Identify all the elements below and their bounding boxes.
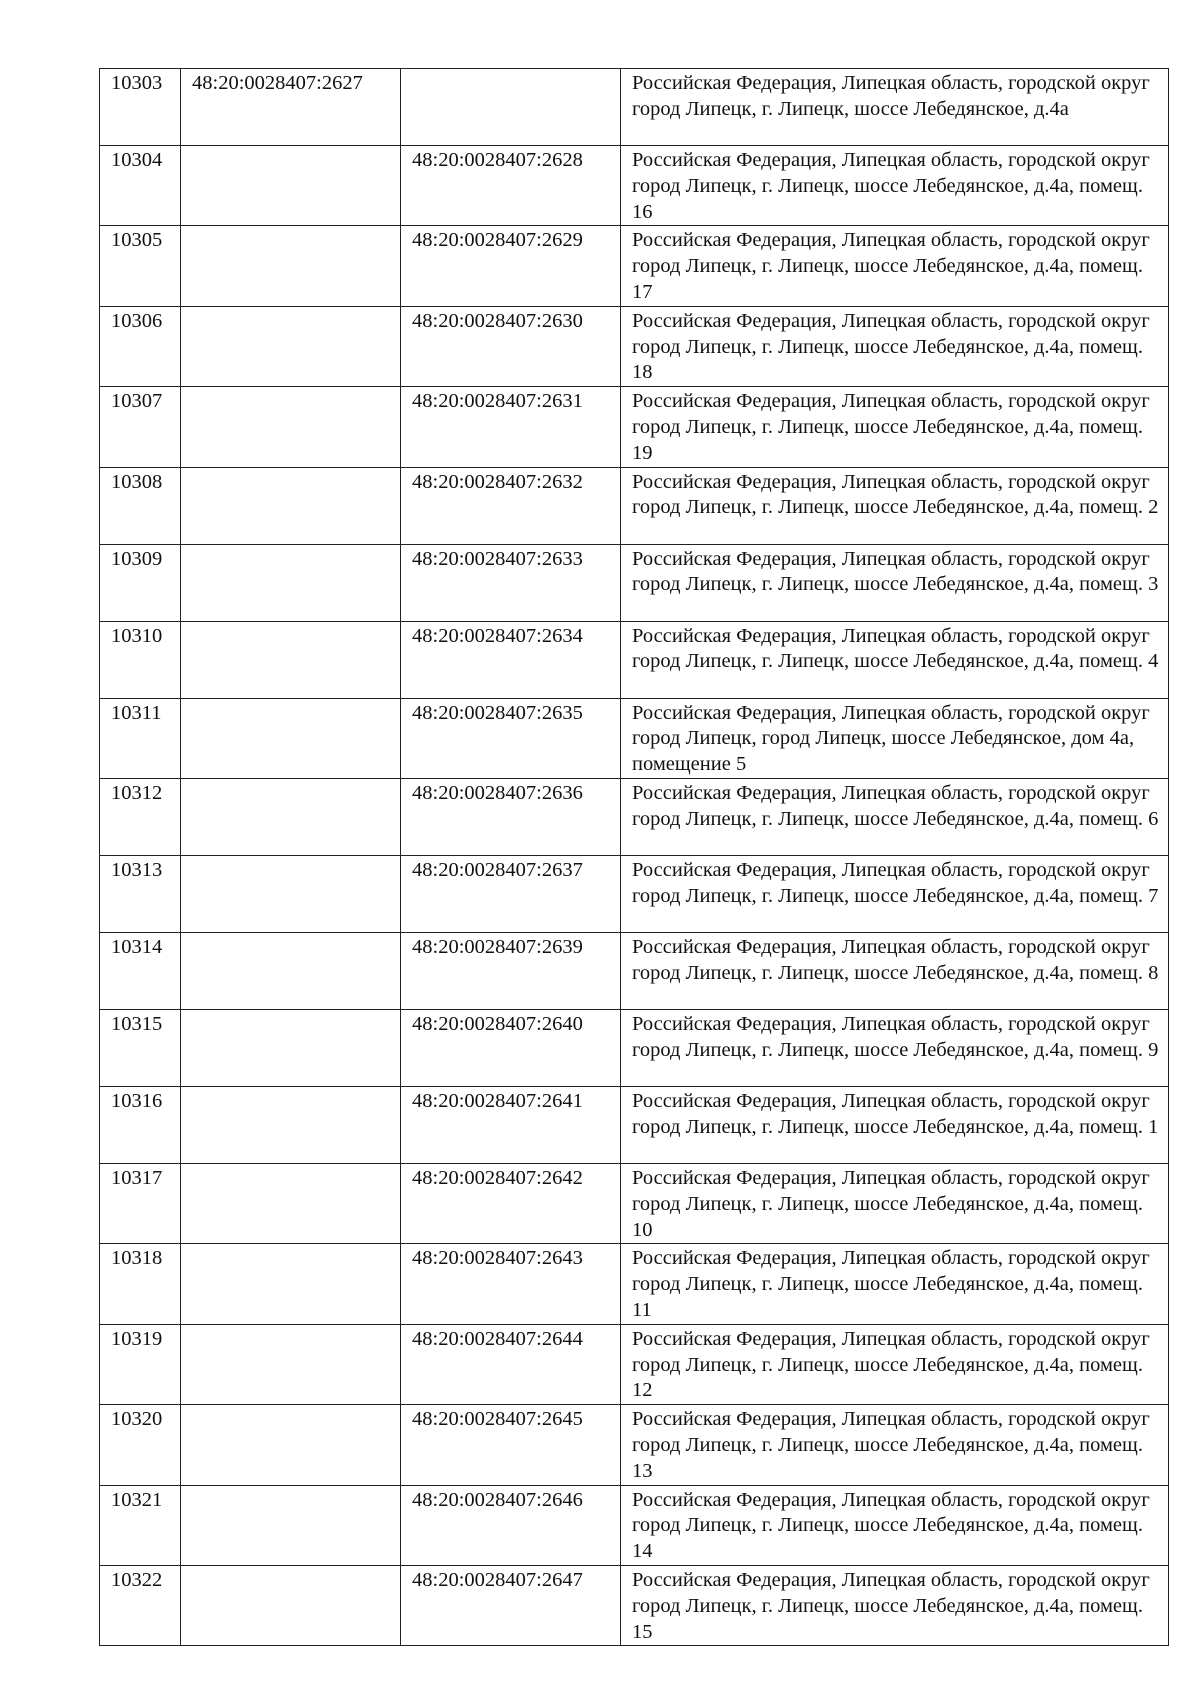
row-number-cell: 10320 <box>100 1405 181 1485</box>
object-cadastral-cell: 48:20:0028407:2645 <box>401 1405 621 1485</box>
address-cell: Российская Федерация, Липецкая область, городской округ город Липецк, город Липецк, шоссе Лебедянское, дом 4а, помещение 5 <box>621 698 1169 778</box>
address-cell: Российская Федерация, Липецкая область, городской округ город Липецк, г. Липецк, шоссе Лебедянское, д.4а, помещ. 11 <box>621 1244 1169 1324</box>
table-row <box>100 855 1169 932</box>
row-number-cell: 10308 <box>100 467 181 544</box>
object-cadastral-cell: 48:20:0028407:2646 <box>401 1485 621 1565</box>
land-cadastral-cell <box>181 387 401 467</box>
land-cadastral-cell <box>181 1324 401 1404</box>
row-number-cell: 10303 <box>100 69 181 146</box>
object-cadastral-cell: 48:20:0028407:2641 <box>401 1086 621 1163</box>
object-cadastral-cell: 48:20:0028407:2643 <box>401 1244 621 1324</box>
document-page <box>99 68 1168 1646</box>
land-cadastral-cell <box>181 306 401 386</box>
address-cell: Российская Федерация, Липецкая область, городской округ город Липецк, г. Липецк, шоссе Лебедянское, д.4а, помещ. 15 <box>621 1565 1169 1645</box>
table-row <box>100 1324 1169 1404</box>
address-cell: Российская Федерация, Липецкая область, городской округ город Липецк, г. Липецк, шоссе Лебедянское, д.4а, помещ. 19 <box>621 387 1169 467</box>
address-cell: Российская Федерация, Липецкая область, городской округ город Липецк, г. Липецк, шоссе Лебедянское, д.4а <box>621 69 1169 146</box>
table-row <box>100 778 1169 855</box>
object-cadastral-cell: 48:20:0028407:2631 <box>401 387 621 467</box>
object-cadastral-cell: 48:20:0028407:2640 <box>401 1009 621 1086</box>
table-row <box>100 306 1169 386</box>
address-cell: Российская Федерация, Липецкая область, городской округ город Липецк, г. Липецк, шоссе Лебедянское, д.4а, помещ. 10 <box>621 1163 1169 1243</box>
land-cadastral-cell <box>181 778 401 855</box>
land-cadastral-cell <box>181 544 401 621</box>
land-cadastral-cell <box>181 932 401 1009</box>
registry-table <box>99 68 1169 1646</box>
row-number-cell: 10311 <box>100 698 181 778</box>
row-number-cell: 10304 <box>100 146 181 226</box>
address-cell: Российская Федерация, Липецкая область, городской округ город Липецк, г. Липецк, шоссе Лебедянское, д.4а, помещ. 13 <box>621 1405 1169 1485</box>
address-cell: Российская Федерация, Липецкая область, городской округ город Липецк, г. Липецк, шоссе Лебедянское, д.4а, помещ. 18 <box>621 306 1169 386</box>
address-cell: Российская Федерация, Липецкая область, городской округ город Липецк, г. Липецк, шоссе Лебедянское, д.4а, помещ. 2 <box>621 467 1169 544</box>
object-cadastral-cell <box>401 69 621 146</box>
row-number-cell: 10313 <box>100 855 181 932</box>
address-cell: Российская Федерация, Липецкая область, городской округ город Липецк, г. Липецк, шоссе Лебедянское, д.4а, помещ. 6 <box>621 778 1169 855</box>
address-cell: Российская Федерация, Липецкая область, городской округ город Липецк, г. Липецк, шоссе Лебедянское, д.4а, помещ. 17 <box>621 226 1169 306</box>
object-cadastral-cell: 48:20:0028407:2639 <box>401 932 621 1009</box>
land-cadastral-cell <box>181 1163 401 1243</box>
row-number-cell: 10321 <box>100 1485 181 1565</box>
table-row <box>100 387 1169 467</box>
row-number-cell: 10314 <box>100 932 181 1009</box>
land-cadastral-cell <box>181 1405 401 1485</box>
land-cadastral-cell <box>181 855 401 932</box>
land-cadastral-cell <box>181 1009 401 1086</box>
object-cadastral-cell: 48:20:0028407:2632 <box>401 467 621 544</box>
address-cell: Российская Федерация, Липецкая область, городской округ город Липецк, г. Липецк, шоссе Лебедянское, д.4а, помещ. 4 <box>621 621 1169 698</box>
table-row <box>100 544 1169 621</box>
table-row <box>100 932 1169 1009</box>
address-cell: Российская Федерация, Липецкая область, городской округ город Липецк, г. Липецк, шоссе Лебедянское, д.4а, помещ. 16 <box>621 146 1169 226</box>
row-number-cell: 10305 <box>100 226 181 306</box>
land-cadastral-cell <box>181 1485 401 1565</box>
table-row <box>100 1163 1169 1243</box>
row-number-cell: 10319 <box>100 1324 181 1404</box>
table-row <box>100 1565 1169 1645</box>
table-row <box>100 1244 1169 1324</box>
object-cadastral-cell: 48:20:0028407:2647 <box>401 1565 621 1645</box>
land-cadastral-cell <box>181 698 401 778</box>
registry-table-body <box>100 69 1169 1646</box>
object-cadastral-cell: 48:20:0028407:2629 <box>401 226 621 306</box>
row-number-cell: 10316 <box>100 1086 181 1163</box>
land-cadastral-cell <box>181 467 401 544</box>
address-cell: Российская Федерация, Липецкая область, городской округ город Липецк, г. Липецк, шоссе Лебедянское, д.4а, помещ. 14 <box>621 1485 1169 1565</box>
land-cadastral-cell <box>181 226 401 306</box>
table-row <box>100 1405 1169 1485</box>
object-cadastral-cell: 48:20:0028407:2642 <box>401 1163 621 1243</box>
row-number-cell: 10322 <box>100 1565 181 1645</box>
object-cadastral-cell: 48:20:0028407:2636 <box>401 778 621 855</box>
table-row <box>100 698 1169 778</box>
land-cadastral-cell <box>181 1565 401 1645</box>
row-number-cell: 10309 <box>100 544 181 621</box>
row-number-cell: 10307 <box>100 387 181 467</box>
table-row <box>100 1086 1169 1163</box>
table-row <box>100 69 1169 146</box>
land-cadastral-cell <box>181 1244 401 1324</box>
object-cadastral-cell: 48:20:0028407:2630 <box>401 306 621 386</box>
land-cadastral-cell: 48:20:0028407:2627 <box>181 69 401 146</box>
row-number-cell: 10306 <box>100 306 181 386</box>
table-row <box>100 467 1169 544</box>
address-cell: Российская Федерация, Липецкая область, городской округ город Липецк, г. Липецк, шоссе Лебедянское, д.4а, помещ. 7 <box>621 855 1169 932</box>
object-cadastral-cell: 48:20:0028407:2633 <box>401 544 621 621</box>
land-cadastral-cell <box>181 146 401 226</box>
object-cadastral-cell: 48:20:0028407:2637 <box>401 855 621 932</box>
row-number-cell: 10312 <box>100 778 181 855</box>
address-cell: Российская Федерация, Липецкая область, городской округ город Липецк, г. Липецк, шоссе Лебедянское, д.4а, помещ. 12 <box>621 1324 1169 1404</box>
object-cadastral-cell: 48:20:0028407:2644 <box>401 1324 621 1404</box>
table-row <box>100 1485 1169 1565</box>
row-number-cell: 10318 <box>100 1244 181 1324</box>
address-cell: Российская Федерация, Липецкая область, городской округ город Липецк, г. Липецк, шоссе Лебедянское, д.4а, помещ. 1 <box>621 1086 1169 1163</box>
table-row <box>100 146 1169 226</box>
address-cell: Российская Федерация, Липецкая область, городской округ город Липецк, г. Липецк, шоссе Лебедянское, д.4а, помещ. 8 <box>621 932 1169 1009</box>
row-number-cell: 10315 <box>100 1009 181 1086</box>
land-cadastral-cell <box>181 1086 401 1163</box>
table-row <box>100 1009 1169 1086</box>
land-cadastral-cell <box>181 621 401 698</box>
table-row <box>100 226 1169 306</box>
address-cell: Российская Федерация, Липецкая область, городской округ город Липецк, г. Липецк, шоссе Лебедянское, д.4а, помещ. 9 <box>621 1009 1169 1086</box>
row-number-cell: 10310 <box>100 621 181 698</box>
object-cadastral-cell: 48:20:0028407:2635 <box>401 698 621 778</box>
object-cadastral-cell: 48:20:0028407:2628 <box>401 146 621 226</box>
address-cell: Российская Федерация, Липецкая область, городской округ город Липецк, г. Липецк, шоссе Лебедянское, д.4а, помещ. 3 <box>621 544 1169 621</box>
object-cadastral-cell: 48:20:0028407:2634 <box>401 621 621 698</box>
row-number-cell: 10317 <box>100 1163 181 1243</box>
table-row <box>100 621 1169 698</box>
